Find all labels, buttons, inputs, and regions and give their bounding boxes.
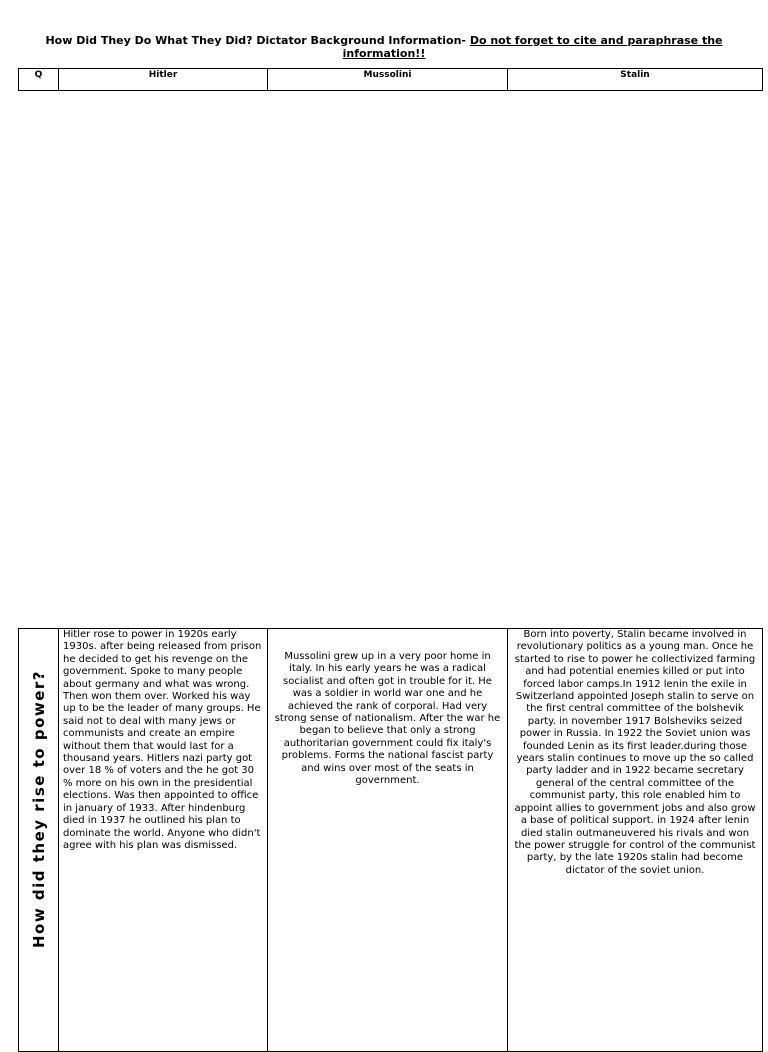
title-instruction: Do not forget to cite and paraphrase the information!! [342,34,723,60]
table-row [19,629,763,1052]
question-cell [19,629,59,1052]
hitler-cell: Hitler rose to power in 1920s early 1930s. after being released from prison he decided to get his revenge on the government. Spoke to many people about germany and what was wrong. Then won them over. Worked his way up to be the leader of many groups. He said not to deal with many jews or communists and create an empire without them that would last for a thousand years. Hitlers nazi party got over 18 % of voters and the he got 30 % more on his own in the presidential elections. Was then appointed to office in january of 1933. After hindenburg died in 1937 he outlined his plan to dominate the world. Anyone who didn't agree with his plan was dismissed. [59,629,268,1052]
header-table [18,68,763,91]
document-title [40,34,728,60]
stalin-cell: Born into poverty, Stalin became involved in revolutionary politics as a young man. Once he started to rise to power he collectivized farming and had potential enemies killed or put into forced labor camps.In 1912 lenin the exile in Switzerland appointed Joseph stalin to serve on the first central committee of the bolshevik party. in november 1917 Bolsheviks seized power in Russia. In 1922 the Soviet union was founded Lenin as its first leader.during those years stalin continues to move up the so called party ladder and in 1922 became secretary general of the central committee of the communist party, this role enabled him to appoint allies to government jobs and also grow a base of political support. in 1924 after lenin died stalin outmaneuvered his rivals and won the power struggle for control of the communist party, by the late 1920s stalin had become dictator of the soviet union. [508,629,763,1052]
header-stalin: Stalin [508,69,763,91]
content-table [18,628,763,1052]
header-q: Q [19,69,59,91]
header-mussolini: Mussolini [268,69,508,91]
question-text: How did they rise to power? [29,669,48,949]
header-hitler: Hitler [59,69,268,91]
title-main: How Did They Do What They Did? Dictator Background Information- [45,34,470,47]
header-row [19,69,763,91]
mussolini-cell: Mussolini grew up in a very poor home in italy. In his early years he was a radical socialist and often got in trouble for it. He was a soldier in world war one and he achieved the rank of corporal. Had very strong sense of nationalism. After the war he began to believe that only a strong authoritarian government could fix italy's problems. Forms the national fascist party and wins over most of the seats in government. [268,629,508,1052]
